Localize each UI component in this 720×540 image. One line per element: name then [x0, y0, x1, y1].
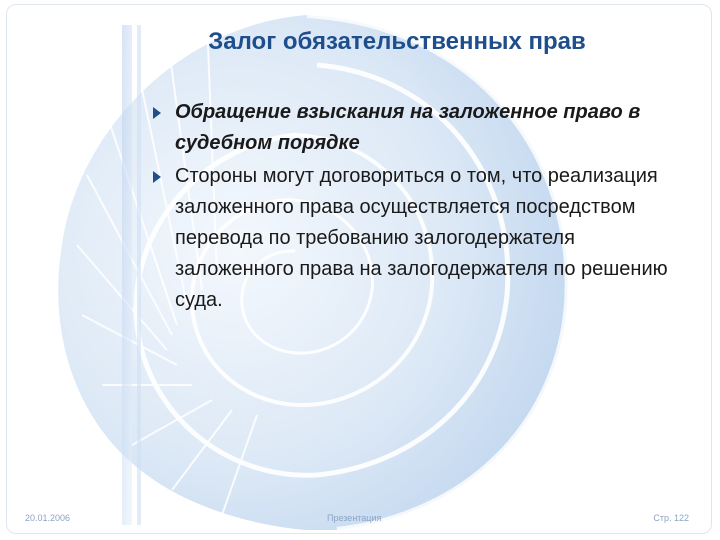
footer-title: Презентация [327, 513, 382, 523]
slide [6, 4, 712, 534]
footer-page-number: Стр. 122 [653, 513, 689, 523]
triangle-right-icon [153, 107, 161, 119]
bullet-item [147, 161, 677, 316]
bullet-item [147, 97, 677, 159]
footer-date: 20.01.2006 [25, 513, 71, 523]
bullet-text: Стороны могут договориться о том, что реализация заложенного права осуществляется посредством перевода по требованию залогодержателя заложенного права на залогодержателя по решению суда. [175, 165, 668, 311]
bullet-list [147, 97, 677, 318]
slide-title: Залог обязательственных прав [208, 28, 586, 55]
bullet-text: Обращение взыскания на заложенное право в судебном порядке [175, 101, 641, 154]
triangle-right-icon [153, 171, 161, 183]
